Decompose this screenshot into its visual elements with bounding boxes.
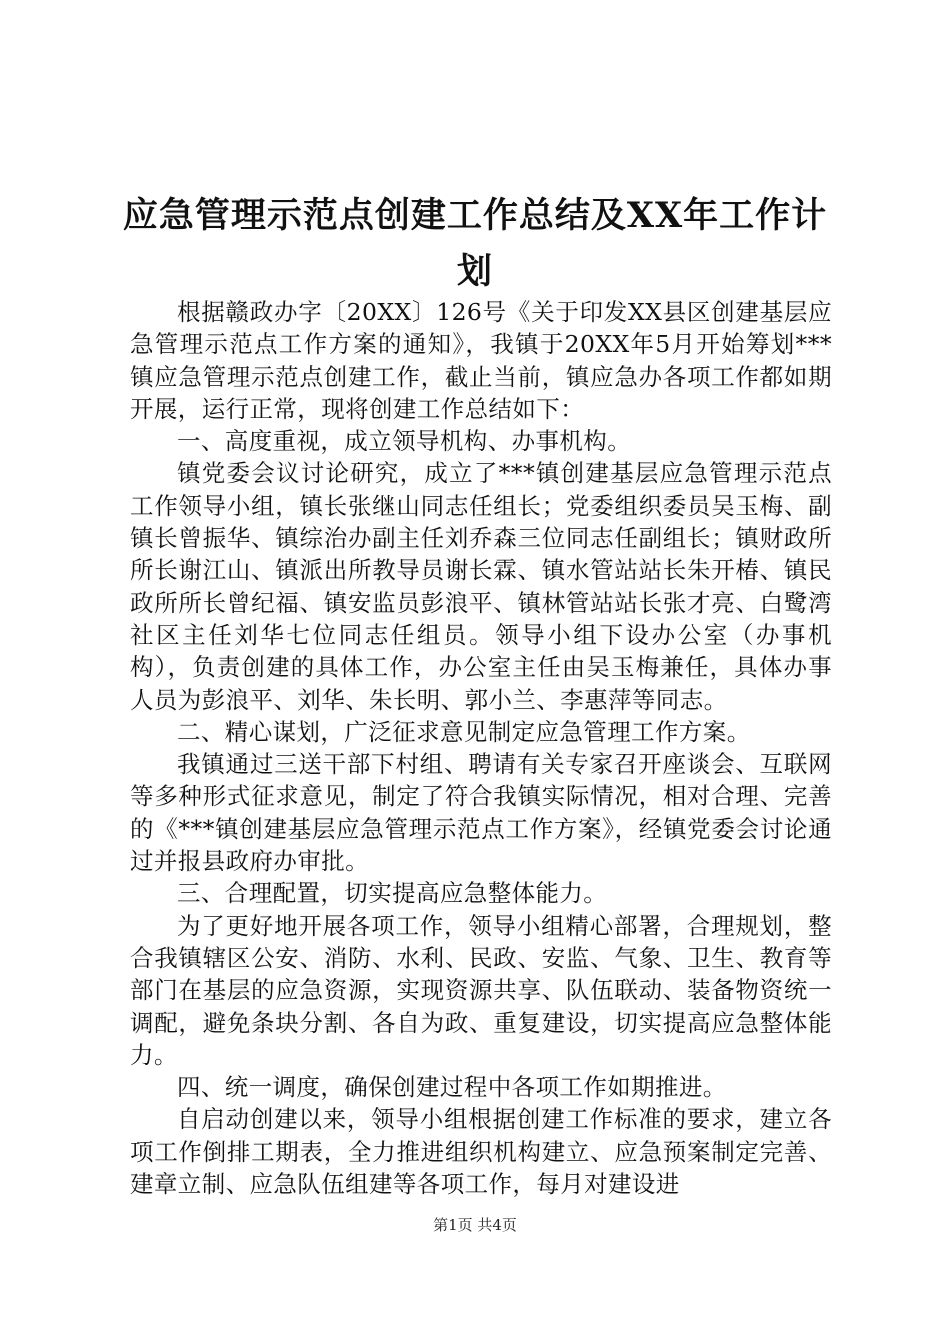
document-body: [130, 296, 832, 1200]
paragraph-intro: 根据赣政办字〔20XX〕126号《关于印发XX县区创建基层应急管理示范点工作方案的通知》，我镇于20XX年5月开始筹划***镇应急管理示范点创建工作，截止当前，镇应急办各项工作都如期开展，运行正常，现将创建工作总结如下：: [130, 298, 832, 423]
section-heading-3: 三、合理配置，切实提高应急整体能力。: [177, 879, 608, 908]
paragraph-section-3: 为了更好地开展各项工作，领导小组精心部署，合理规划，整合我镇辖区公安、消防、水利、民政、安监、气象、卫生、教育等部门在基层的应急资源，实现资源共享、队伍联动、装备物资统一调配，避免条块分割、各自为政、重复建设，切实提高应急整体能力。: [130, 911, 832, 1069]
paragraph-section-1: 镇党委会议讨论研究，成立了***镇创建基层应急管理示范点工作领导小组，镇长张继山同志任组长；党委组织委员吴玉梅、副镇长曾振华、镇综治办副主任刘乔森三位同志任副组长；镇财政所所长谢江山、镇派出所教导员谢长霖、镇水管站站长朱开椿、镇民政所所长曾纪福、镇安监员彭浪平、镇林管站站长张才亮、白鹭湾社区主任刘华七位同志任组员。领导小组下设办公室（办事机构），负责创建的具体工作，办公室主任由吴玉梅兼任，具体办事人员为彭浪平、刘华、朱长明、郭小兰、李惠萍等同志。: [130, 459, 832, 714]
paragraph-section-4: 自启动创建以来，领导小组根据创建工作标准的要求，建立各项工作倒排工期表，全力推进组织机构建立、应急预案制定完善、建章立制、应急队伍组建等各项工作，每月对建设进: [130, 1105, 832, 1199]
section-heading-2: 二、精心谋划，广泛征求意见制定应急管理工作方案。: [177, 717, 751, 746]
page-number-footer: 第1页 共4页: [433, 1216, 517, 1234]
section-heading-4: 四、统一调度，确保创建过程中各项工作如期推进。: [177, 1073, 727, 1102]
paragraph-section-2: 我镇通过三送干部下村组、聘请有关专家召开座谈会、互联网等多种形式征求意见，制定了符合我镇实际情况，相对合理、完善的《***镇创建基层应急管理示范点工作方案》，经镇党委会讨论通过并报县政府办审批。: [130, 750, 832, 876]
section-heading-1: 一、高度重视，成立领导机构、办事机构。: [177, 427, 632, 456]
document-title: 应急管理示范点创建工作总结及XX年工作计划: [122, 195, 828, 292]
